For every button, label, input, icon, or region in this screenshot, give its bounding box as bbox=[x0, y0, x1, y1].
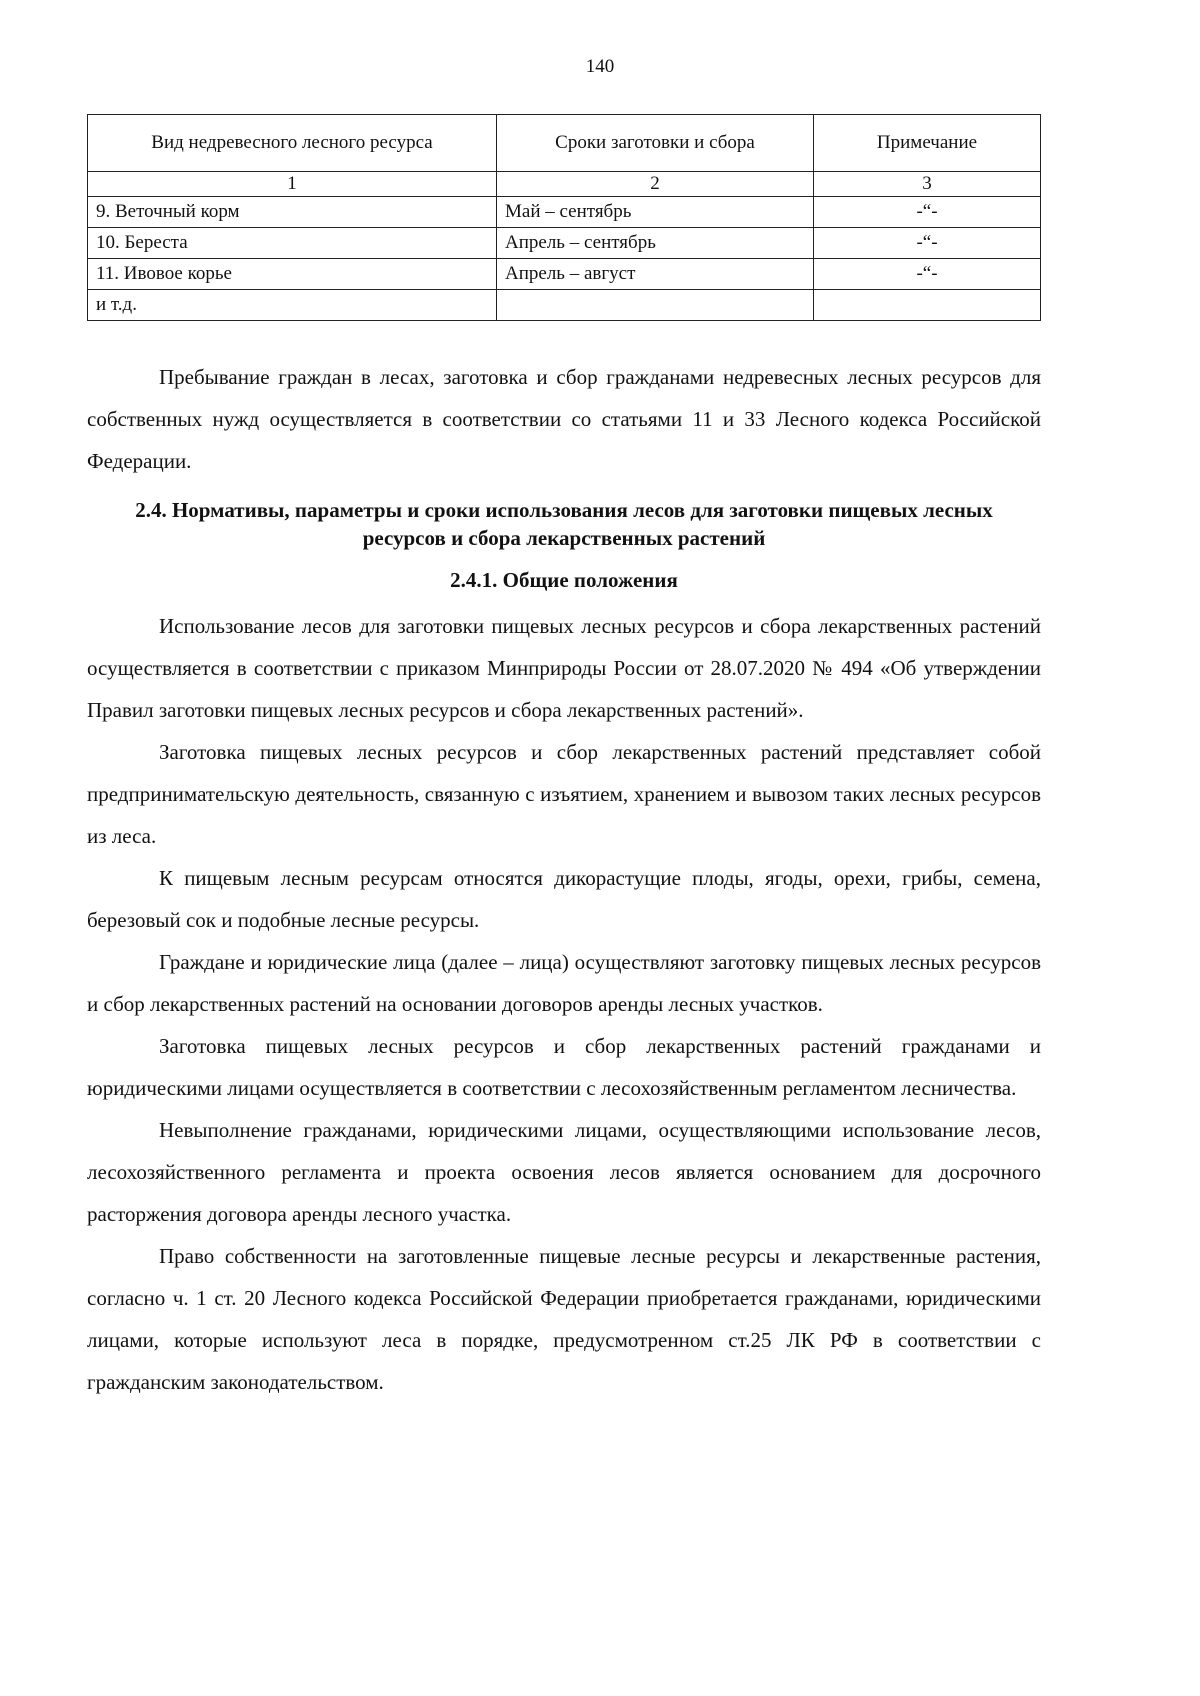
table-cell: Апрель – август bbox=[497, 259, 814, 290]
table-cell: и т.д. bbox=[88, 290, 497, 321]
table-cell: -“- bbox=[814, 259, 1041, 290]
paragraph: Использование лесов для заготовки пищевых лесных ресурсов и сбора лекарственных растений осуществляется в соответствии с приказом Минприроды России от 28.07.2020 № 494 «Об утверждении Правил заготовки пищевых лесных ресурсов и сбора лекарственных растений». bbox=[87, 614, 1041, 722]
resource-table bbox=[87, 114, 1041, 321]
column-number: 2 bbox=[497, 172, 814, 197]
table-cell: Май – сентябрь bbox=[497, 197, 814, 228]
table-cell: -“- bbox=[814, 228, 1041, 259]
table-header-cell: Сроки заготовки и сбора bbox=[497, 115, 814, 172]
paragraph: К пищевым лесным ресурсам относятся дикорастущие плоды, ягоды, орехи, грибы, семена, березовый сок и подобные лесные ресурсы. bbox=[87, 866, 1041, 932]
column-number: 1 bbox=[88, 172, 497, 197]
table-row bbox=[88, 290, 1041, 321]
paragraph: Заготовка пищевых лесных ресурсов и сбор лекарственных растений представляет собой предпринимательскую деятельность, связанную с изъятием, хранением и вывозом таких лесных ресурсов из леса. bbox=[87, 740, 1041, 848]
table-cell: Апрель – сентябрь bbox=[497, 228, 814, 259]
intro-block bbox=[87, 356, 1041, 482]
section-heading: 2.4. Нормативы, параметры и сроки использования лесов для заготовки пищевых лесных ресурсов и сбора лекарственных растений bbox=[135, 498, 993, 550]
table-row bbox=[88, 197, 1041, 228]
paragraph: Заготовка пищевых лесных ресурсов и сбор лекарственных растений гражданами и юридическими лицами осуществляется в соответствии с лесохозяйственным регламентом лесничества. bbox=[87, 1034, 1041, 1100]
page-number: 140 bbox=[585, 56, 615, 77]
paragraph: Граждане и юридические лица (далее – лица) осуществляют заготовку пищевых лесных ресурсов и сбор лекарственных растений на основании договоров аренды лесных участков. bbox=[87, 950, 1041, 1016]
column-number-row bbox=[88, 172, 1041, 197]
main-text bbox=[87, 605, 1041, 1403]
table-row bbox=[88, 228, 1041, 259]
column-number: 3 bbox=[814, 172, 1041, 197]
subsection-heading: 2.4.1. Общие положения bbox=[450, 568, 678, 592]
table-cell: -“- bbox=[814, 197, 1041, 228]
paragraph: Право собственности на заготовленные пищевые лесные ресурсы и лекарственные растения, согласно ч. 1 ст. 20 Лесного кодекса Российской Федерации приобретается гражданами, юридическими лицами, которые используют леса в порядке, предусмотренном ст.25 ЛК РФ в соответствии с гражданским законодательством. bbox=[87, 1244, 1041, 1394]
intro-paragraph: Пребывание граждан в лесах, заготовка и сбор гражданами недревесных лесных ресурсов для собственных нужд осуществляется в соответствии со статьями 11 и 33 Лесного кодекса Российской Федерации. bbox=[87, 365, 1041, 473]
paragraph: Невыполнение гражданами, юридическими лицами, осуществляющими использование лесов, лесохозяйственного регламента и проекта освоения лесов является основанием для досрочного расторжения договора аренды лесного участка. bbox=[87, 1118, 1041, 1226]
section-heading-block bbox=[87, 496, 1041, 594]
table-header-cell: Примечание bbox=[814, 115, 1041, 172]
table-row bbox=[88, 259, 1041, 290]
table-cell: 11. Ивовое корье bbox=[88, 259, 497, 290]
table-cell bbox=[814, 290, 1041, 321]
table-header-cell: Вид недревесного лесного ресурса bbox=[88, 115, 497, 172]
table-header-row bbox=[88, 115, 1041, 172]
table-cell: 10. Береста bbox=[88, 228, 497, 259]
table-cell: 9. Веточный корм bbox=[88, 197, 497, 228]
table-cell bbox=[497, 290, 814, 321]
